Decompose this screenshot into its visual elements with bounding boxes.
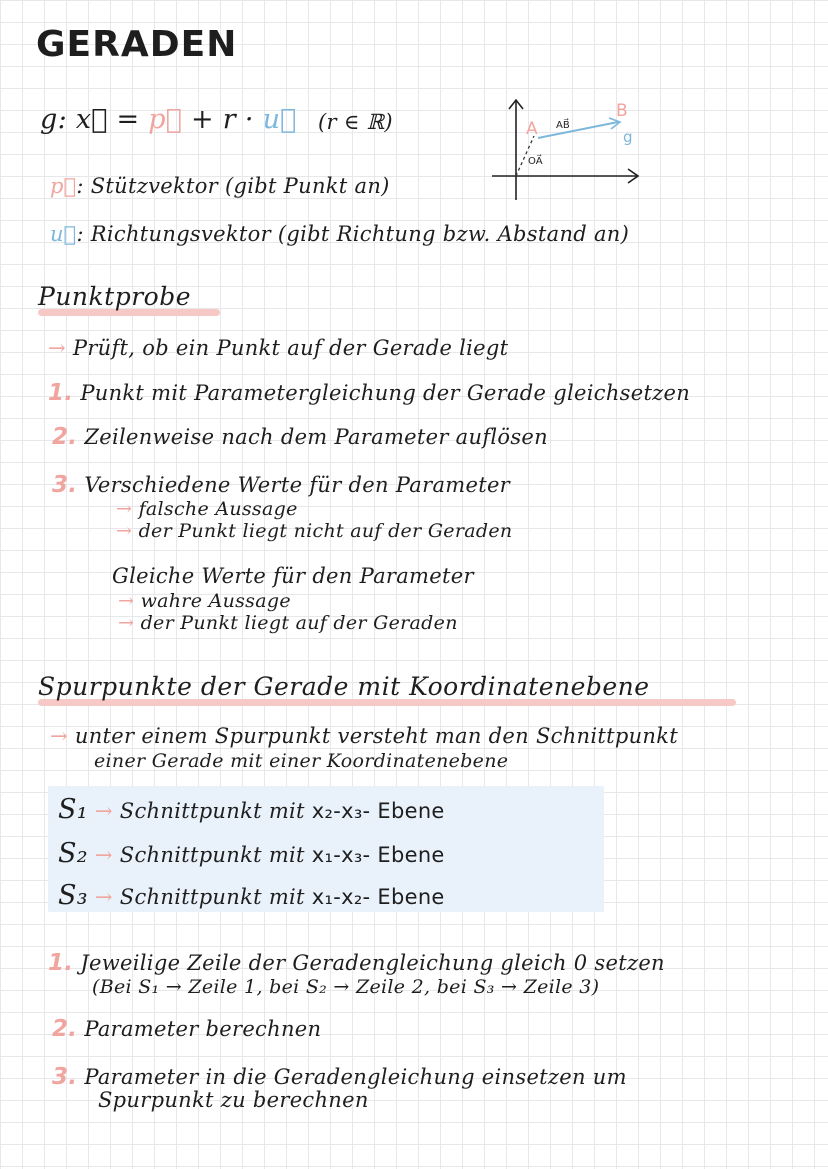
arrow-icon: → bbox=[48, 336, 66, 360]
step-text: Jeweilige Zeile der Geradengleichung gleich 0 setzen bbox=[80, 951, 665, 975]
case-true-1-text: wahre Aussage bbox=[140, 590, 291, 612]
spurpunkte-step-1-note: (Bei S₁ → Zeile 1, bei S₂ → Zeile 2, bei S₃ → Zeile 3) bbox=[92, 976, 600, 998]
equation-u: u⃗ bbox=[262, 104, 297, 135]
spurpunkte-step-2 bbox=[52, 1016, 321, 1042]
arrow-icon: → bbox=[118, 590, 135, 612]
line-equation bbox=[40, 104, 297, 135]
spurpunkte-step-3-cont: Spurpunkt zu berechnen bbox=[98, 1088, 369, 1112]
punktprobe-step-3 bbox=[52, 472, 510, 498]
equation-domain: (r ∈ ℝ) bbox=[318, 110, 393, 134]
case-true-title: Gleiche Werte für den Parameter bbox=[112, 564, 474, 588]
spurpunkte-heading: Spurpunkte der Gerade mit Koordinatenebene bbox=[38, 672, 650, 701]
definition-u-text: : Richtungsvektor (gibt Richtung bzw. Abstand an) bbox=[76, 222, 630, 246]
arrow-icon: → bbox=[94, 885, 113, 909]
spurpunkt-text: Schnittpunkt mit bbox=[119, 885, 305, 909]
definition-p bbox=[50, 174, 390, 198]
spurpunkt-s3 bbox=[58, 880, 445, 911]
step-number: 1. bbox=[48, 380, 74, 406]
spurpunkt-plane: x₁-x₃- Ebene bbox=[311, 843, 445, 867]
step-text: Parameter berechnen bbox=[84, 1017, 322, 1041]
step-text: Verschiedene Werte für den Parameter bbox=[84, 473, 511, 497]
case-false-2 bbox=[116, 520, 512, 542]
step-number: 2. bbox=[52, 424, 78, 450]
arrow-icon: → bbox=[94, 843, 113, 867]
spurpunkte-intro-line1: unter einem Spurpunkt versteht man den Schnittpunkt bbox=[74, 724, 678, 748]
spurpunkte-intro bbox=[50, 724, 678, 748]
page-title: GERADEN bbox=[36, 24, 238, 65]
definition-u bbox=[50, 222, 629, 246]
punktprobe-intro-text: Prüft, ob ein Punkt auf der Gerade liegt bbox=[72, 336, 509, 360]
case-true-2-text: der Punkt liegt auf der Geraden bbox=[140, 612, 458, 634]
arrow-icon: → bbox=[94, 799, 113, 823]
vector-ab-label: AB⃗ bbox=[556, 120, 570, 131]
step-text: Parameter in die Geradengleichung einsetzen um bbox=[84, 1065, 627, 1089]
arrow-icon: → bbox=[116, 520, 133, 542]
spurpunkte-step-3 bbox=[52, 1064, 627, 1090]
spurpunkte-step-1 bbox=[48, 950, 665, 976]
spurpunkte-intro-line2: einer Gerade mit einer Koordinatenebene bbox=[94, 750, 509, 772]
vector-oa-label: OA⃗ bbox=[528, 156, 543, 167]
spurpunkt-label: S₁ bbox=[58, 794, 88, 825]
case-true-2 bbox=[118, 612, 458, 634]
step-text: Zeilenweise nach dem Parameter auflösen bbox=[84, 425, 548, 449]
spurpunkt-s1 bbox=[58, 794, 445, 825]
case-false-2-text: der Punkt liegt nicht auf der Geraden bbox=[138, 520, 513, 542]
punktprobe-step-2 bbox=[52, 424, 548, 450]
definition-u-symbol: u⃗ bbox=[50, 222, 77, 246]
point-a-label: A bbox=[526, 119, 538, 139]
case-true-1 bbox=[118, 590, 291, 612]
spurpunkt-label: S₂ bbox=[58, 838, 88, 869]
spurpunkt-plane: x₂-x₃- Ebene bbox=[311, 799, 445, 823]
spurpunkt-plane: x₁-x₂- Ebene bbox=[311, 885, 445, 909]
step-number: 3. bbox=[52, 1064, 78, 1090]
arrow-icon: → bbox=[50, 724, 68, 748]
spurpunkt-label: S₃ bbox=[58, 880, 88, 911]
arrow-icon: → bbox=[118, 612, 135, 634]
spurpunkt-text: Schnittpunkt mit bbox=[119, 799, 305, 823]
definition-p-text: : Stützvektor (gibt Punkt an) bbox=[76, 174, 390, 198]
step-text: Punkt mit Parametergleichung der Gerade gleichsetzen bbox=[80, 381, 691, 405]
punktprobe-step-1 bbox=[48, 380, 690, 406]
step-number: 1. bbox=[48, 950, 74, 976]
arrow-icon: → bbox=[116, 498, 133, 520]
equation-plus: + r · bbox=[190, 104, 254, 135]
step-number: 2. bbox=[52, 1016, 78, 1042]
equation-p: p⃗ bbox=[148, 104, 183, 135]
line-g bbox=[538, 122, 618, 138]
spurpunkt-s2 bbox=[58, 838, 445, 869]
spurpunkt-text: Schnittpunkt mit bbox=[119, 843, 305, 867]
point-b-label: B bbox=[616, 101, 628, 121]
case-false-1 bbox=[116, 498, 298, 520]
step-number: 3. bbox=[52, 472, 78, 498]
vector-diagram bbox=[488, 92, 648, 204]
definition-p-symbol: p⃗ bbox=[50, 174, 77, 198]
line-g-label: g bbox=[623, 128, 633, 146]
punktprobe-heading: Punktprobe bbox=[38, 282, 192, 311]
case-false-1-text: falsche Aussage bbox=[138, 498, 298, 520]
equation-lhs: g: x⃗ = bbox=[40, 104, 140, 135]
punktprobe-intro bbox=[48, 336, 508, 360]
